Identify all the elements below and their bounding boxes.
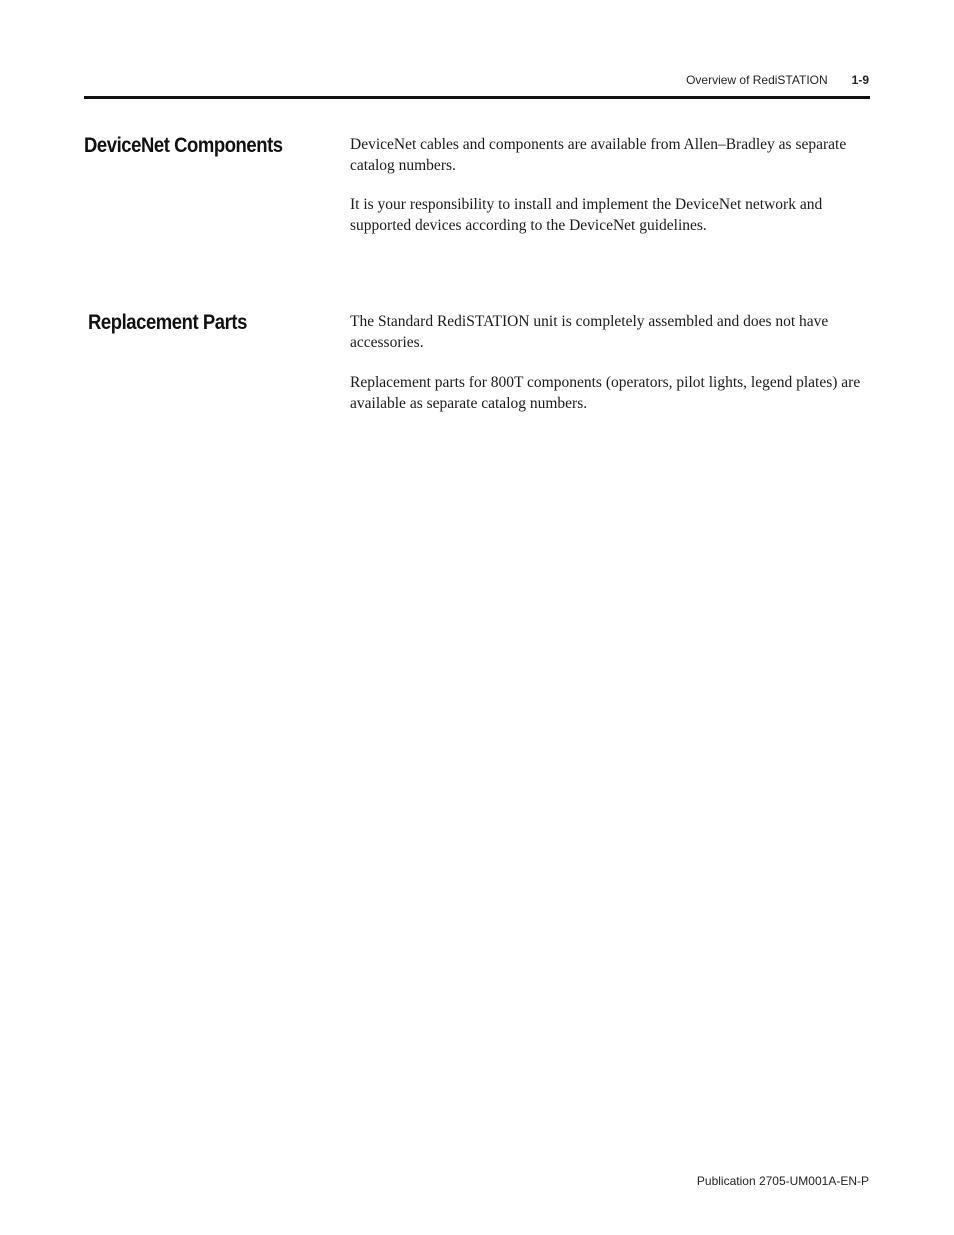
page-number: 1-9 (851, 73, 869, 87)
header-rule (84, 96, 870, 99)
section-heading-devicenet-components: DeviceNet Components (84, 134, 283, 157)
paragraph-devicenet-responsibility: It is your responsibility to install and implement the DeviceNet network and supported devices according to the DeviceNet guidelines. (350, 196, 823, 234)
section-heading-replacement-parts: Replacement Parts (88, 311, 247, 334)
paragraph-devicenet-cables: DeviceNet cables and components are available from Allen–Bradley as separate catalog numbers. (350, 136, 847, 174)
paragraph-standard-unit: The Standard RediSTATION unit is completely assembled and does not have accessories. (350, 313, 829, 351)
running-header (686, 73, 869, 87)
publication-footer: Publication 2705-UM001A-EN-P (696, 1174, 869, 1188)
chapter-title: Overview of RediSTATION (686, 73, 828, 87)
paragraph-replacement-parts: Replacement parts for 800T components (operators, pilot lights, legend plates) are available as separate catalog numbers. (350, 374, 861, 412)
